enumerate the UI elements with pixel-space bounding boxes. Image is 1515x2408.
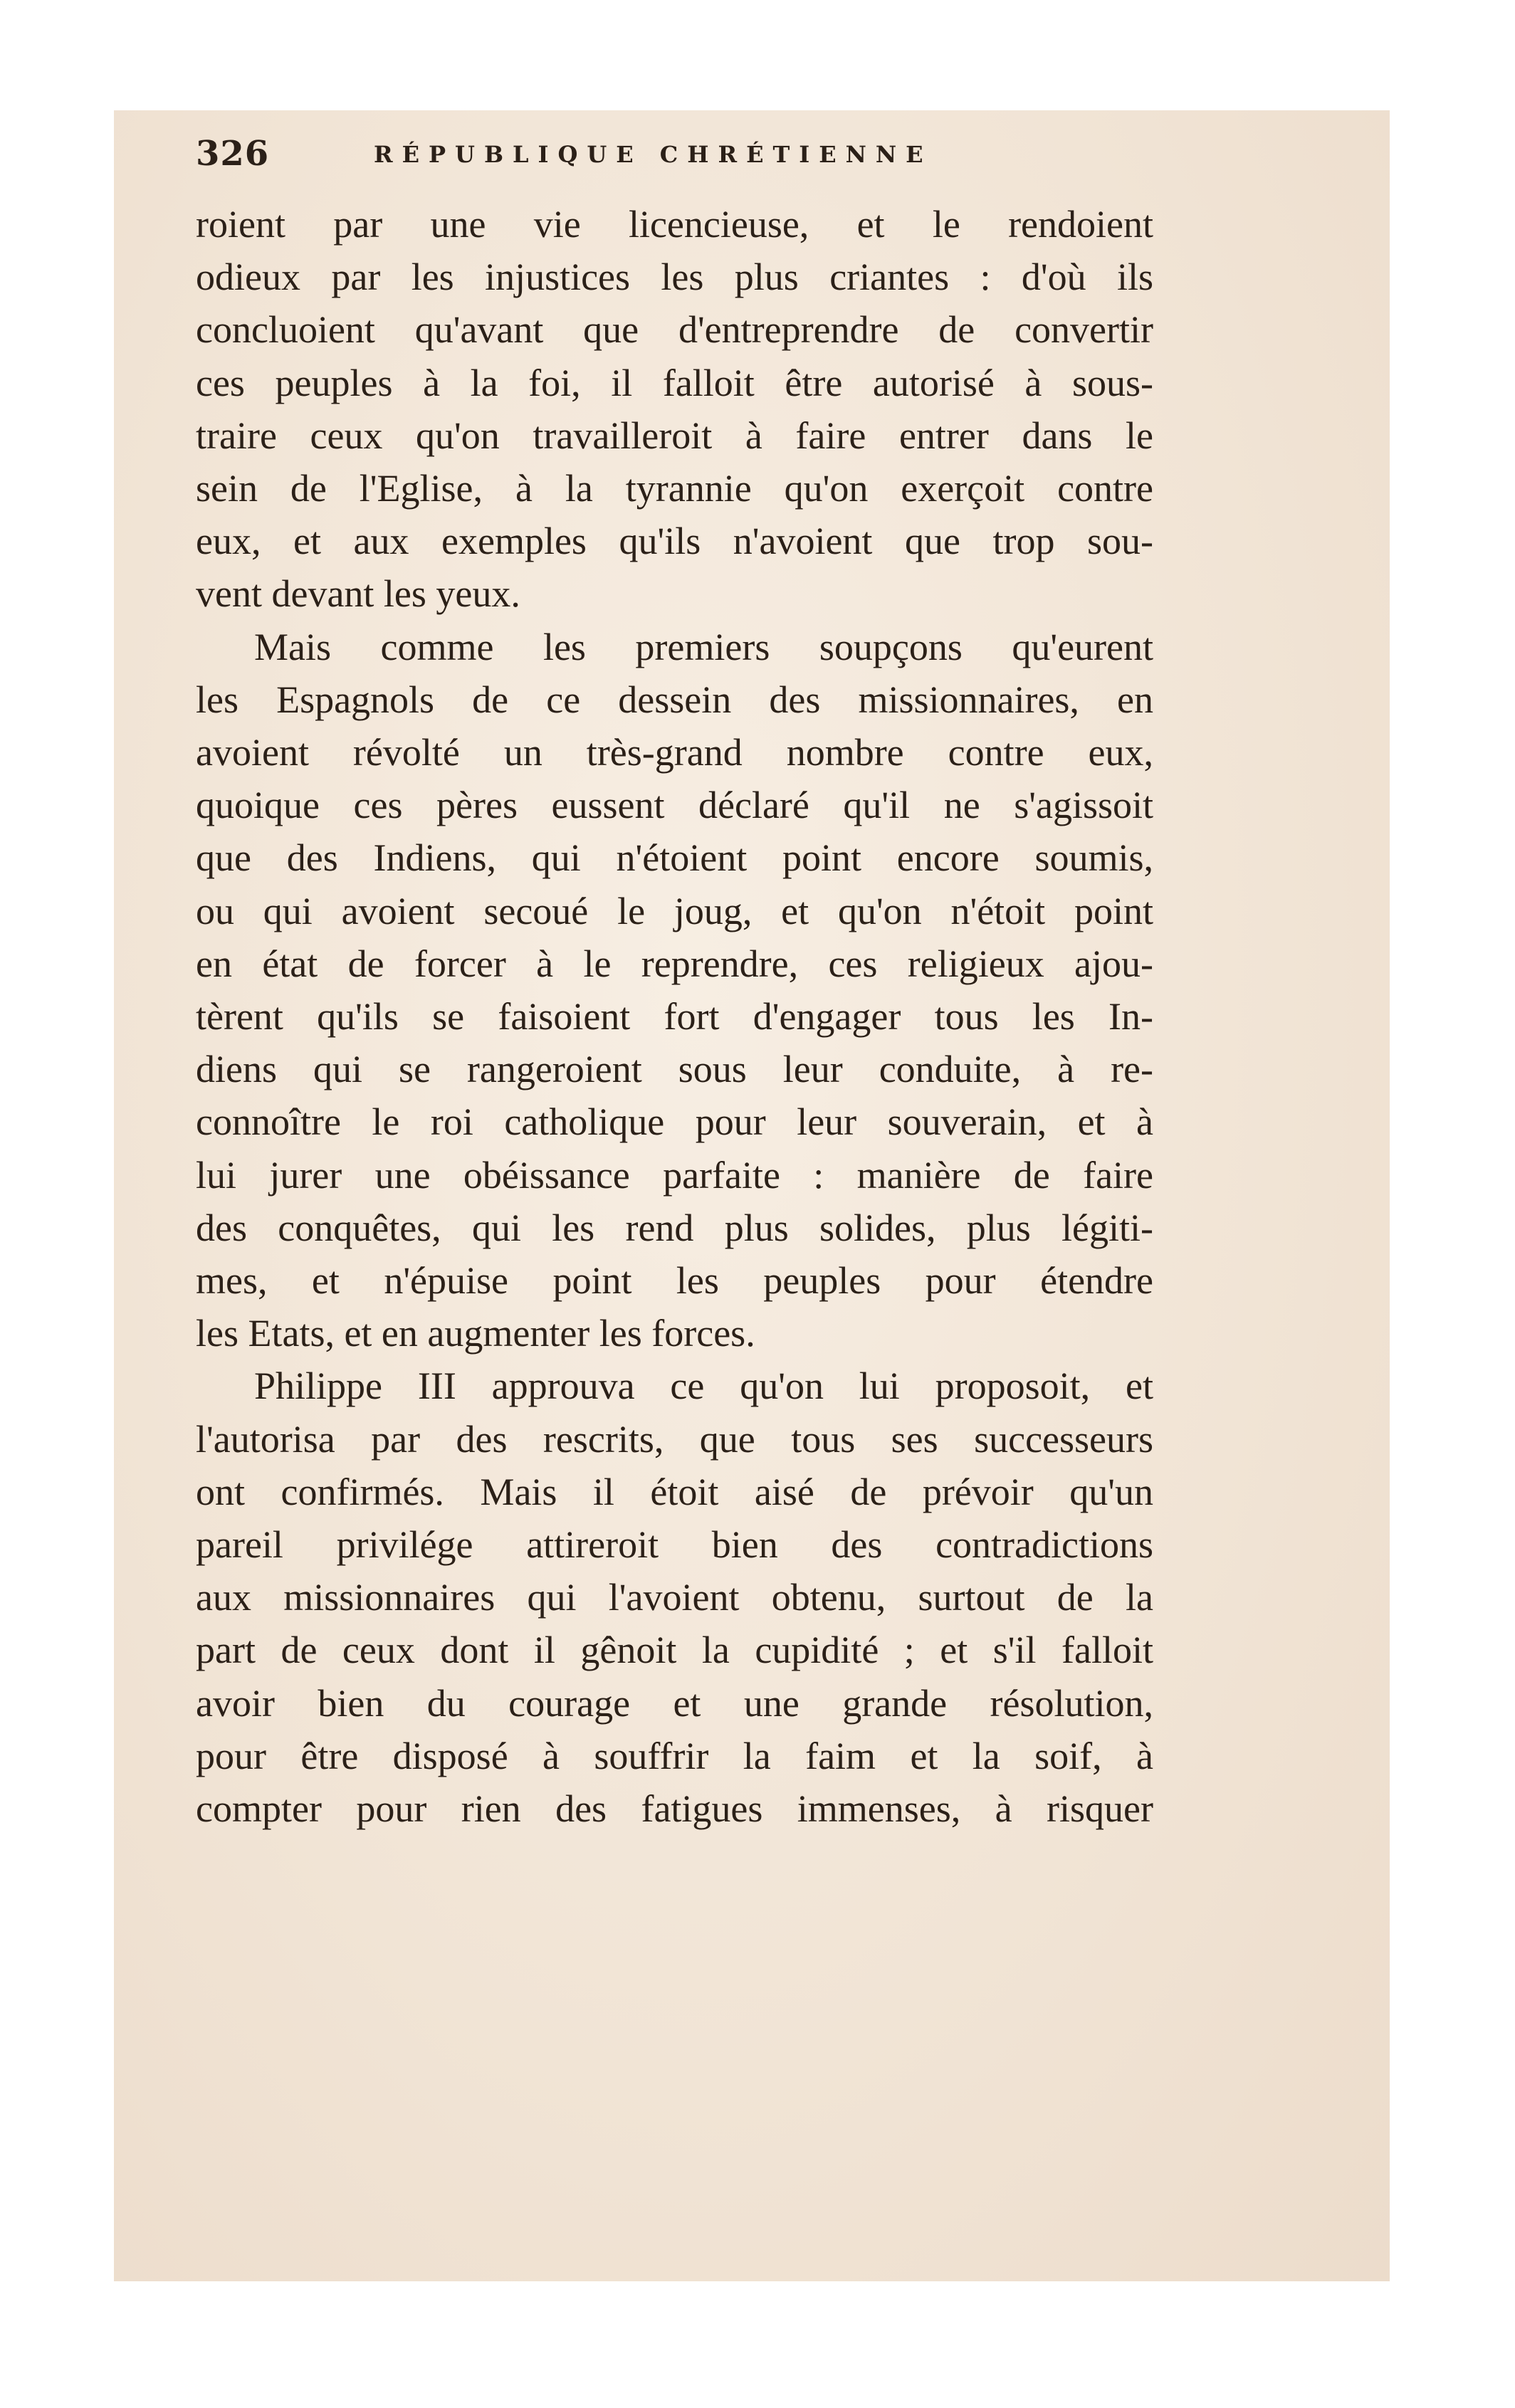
text-line: les Espagnols de ce dessein des missionnaires, en [196, 678, 1153, 721]
text-line: les Etats, et en augmenter les forces. [196, 1312, 755, 1355]
text-line: lui jurer une obéissance parfaite : manière de faire [196, 1153, 1153, 1197]
text-line: ou qui avoient secoué le joug, et qu'on n'étoit point [196, 889, 1153, 932]
body-text [196, 198, 1153, 1835]
text-line: Philippe III approuva ce qu'on lui proposoit, et [254, 1365, 1153, 1408]
text-line: part de ceux dont il gênoit la cupidité ; et s'il falloit [196, 1629, 1153, 1672]
text-line: diens qui se rangeroient sous leur conduite, à re- [196, 1048, 1153, 1091]
text-line: odieux par les injustices les plus criantes : d'où ils [196, 256, 1153, 299]
text-line: compter pour rien des fatigues immenses, à risquer [196, 1787, 1153, 1831]
text-line: avoir bien du courage et une grande résolution, [196, 1681, 1153, 1725]
text-line: avoient révolté un très-grand nombre contre eux, [196, 731, 1153, 774]
text-line: aux missionnaires qui l'avoient obtenu, surtout de la [196, 1576, 1153, 1619]
text-line: l'autorisa par des rescrits, que tous ses successeurs [196, 1417, 1153, 1461]
page-header [196, 134, 1150, 191]
text-line: concluoient qu'avant que d'entreprendre de convertir [196, 308, 1153, 352]
text-line: quoique ces pères eussent déclaré qu'il ne s'agissoit [196, 784, 1153, 827]
text-line: roient par une vie licencieuse, et le rendoient [196, 203, 1153, 246]
text-line: mes, et n'épuise point les peuples pour étendre [196, 1259, 1153, 1303]
text-line: pour être disposé à souffrir la faim et la soif, à [196, 1734, 1153, 1777]
text-line: eux, et aux exemples qu'ils n'avoient que trop sou- [196, 520, 1153, 563]
text-line: Mais comme les premiers soupçons qu'eurent [254, 625, 1153, 668]
text-line: tèrent qu'ils se faisoient fort d'engager tous les In- [196, 995, 1153, 1039]
text-line: traire ceux qu'on travailleroit à faire entrer dans le [196, 414, 1153, 457]
text-line: en état de forcer à le reprendre, ces religieux ajou- [196, 942, 1153, 985]
text-line: sein de l'Eglise, à la tyrannie qu'on exerçoit contre [196, 467, 1153, 510]
text-line: vent devant les yeux. [196, 572, 520, 616]
text-line: pareil privilége attireroit bien des contradictions [196, 1523, 1153, 1567]
text-line: ces peuples à la foi, il falloit être autorisé à sous- [196, 361, 1153, 404]
page-number: 326 [196, 134, 270, 174]
text-line: des conquêtes, qui les rend plus solides, plus légiti- [196, 1206, 1153, 1249]
running-head: RÉPUBLIQUE CHRÉTIENNE [374, 141, 933, 168]
text-line: connoître le roi catholique pour leur souverain, et à [196, 1100, 1153, 1144]
text-line: que des Indiens, qui n'étoient point encore soumis, [196, 836, 1153, 880]
text-line: ont confirmés. Mais il étoit aisé de prévoir qu'un [196, 1470, 1153, 1513]
